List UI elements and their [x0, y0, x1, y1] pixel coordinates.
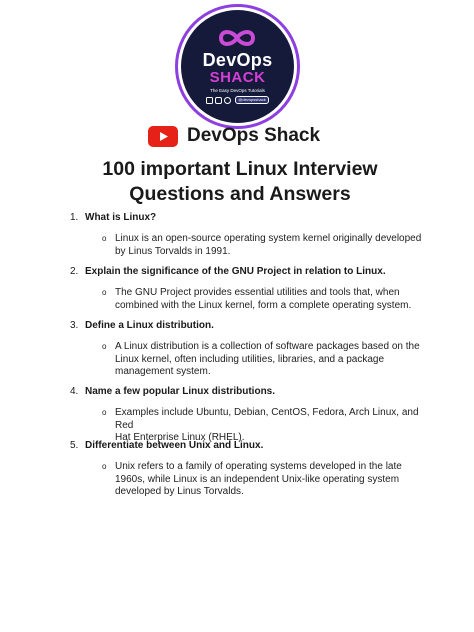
title-line: Questions and Answers: [129, 183, 351, 205]
logo-ring: [175, 4, 300, 129]
answer-line: developed by Linus Torvalds.: [115, 486, 244, 497]
answer-line: Hat Enterprise Linux (RHEL).: [115, 432, 245, 443]
logo-subtitle: SHACK: [209, 69, 266, 86]
question-number: 1.: [70, 212, 79, 223]
question-number: 4.: [70, 386, 79, 397]
devops-shack-logo: [175, 4, 300, 129]
answer-line: by Linus Torvalds in 1991.: [115, 245, 231, 257]
logo-title: DevOps: [202, 50, 273, 70]
question-number: 3.: [70, 320, 79, 331]
answer-line: Linux kernel, often including utilities, libraries, and a package: [115, 353, 385, 365]
title-line: 100 important Linux Interview: [102, 158, 378, 180]
brand-header: [148, 123, 320, 149]
bullet-icon: o: [102, 288, 107, 297]
instagram-icon: [215, 97, 222, 104]
youtube-icon: [206, 97, 213, 104]
bullet-icon: o: [102, 408, 107, 417]
bullet-icon: o: [102, 234, 107, 243]
answer-line: 1960s, while Linux is an independent Unix-like operating system: [115, 473, 400, 485]
answer-line: Unix refers to a family of operating systems developed in the late: [115, 461, 402, 472]
answer-item: [102, 341, 432, 379]
logo-social-row: [181, 96, 294, 104]
telegram-icon: [224, 97, 231, 104]
answer-item: [102, 233, 432, 258]
bullet-icon: o: [102, 462, 107, 471]
answer-line: Linux is an open-source operating system kernel originally developed: [115, 233, 422, 244]
answer-item: [102, 287, 432, 312]
brand-name: DevOps Shack: [187, 125, 321, 146]
youtube-icon: [148, 126, 178, 147]
answer-line: Examples include Ubuntu, Debian, CentOS, Fedora, Arch Linux, and Red: [115, 407, 419, 431]
bullet-icon: o: [102, 342, 107, 351]
question-text: Define a Linux distribution.: [85, 320, 214, 331]
question-number: 5.: [70, 440, 79, 451]
answer-line: The GNU Project provides essential utilities and tools that, when: [115, 287, 400, 298]
question-number: 2.: [70, 266, 79, 277]
answer-line: combined with the Linux kernel, form a complete operating system.: [115, 299, 412, 311]
infinity-icon: [215, 28, 259, 48]
logo-badge: [181, 10, 294, 123]
question-text: Differentiate between Unix and Linux.: [85, 440, 264, 451]
logo-tagline: The Easy DevOps Tutorials: [210, 88, 265, 93]
logo-handle: @devopsshack: [235, 96, 268, 104]
question-text: Name a few popular Linux distributions.: [85, 386, 276, 397]
answer-line: management system.: [115, 366, 211, 377]
answer-item: [102, 461, 432, 499]
answer-line: A Linux distribution is a collection of software packages based on the: [115, 341, 420, 352]
question-text: Explain the significance of the GNU Project in relation to Linux.: [85, 266, 386, 277]
page-title: [40, 157, 440, 207]
question-text: What is Linux?: [85, 212, 157, 223]
answer-item: [102, 407, 432, 445]
